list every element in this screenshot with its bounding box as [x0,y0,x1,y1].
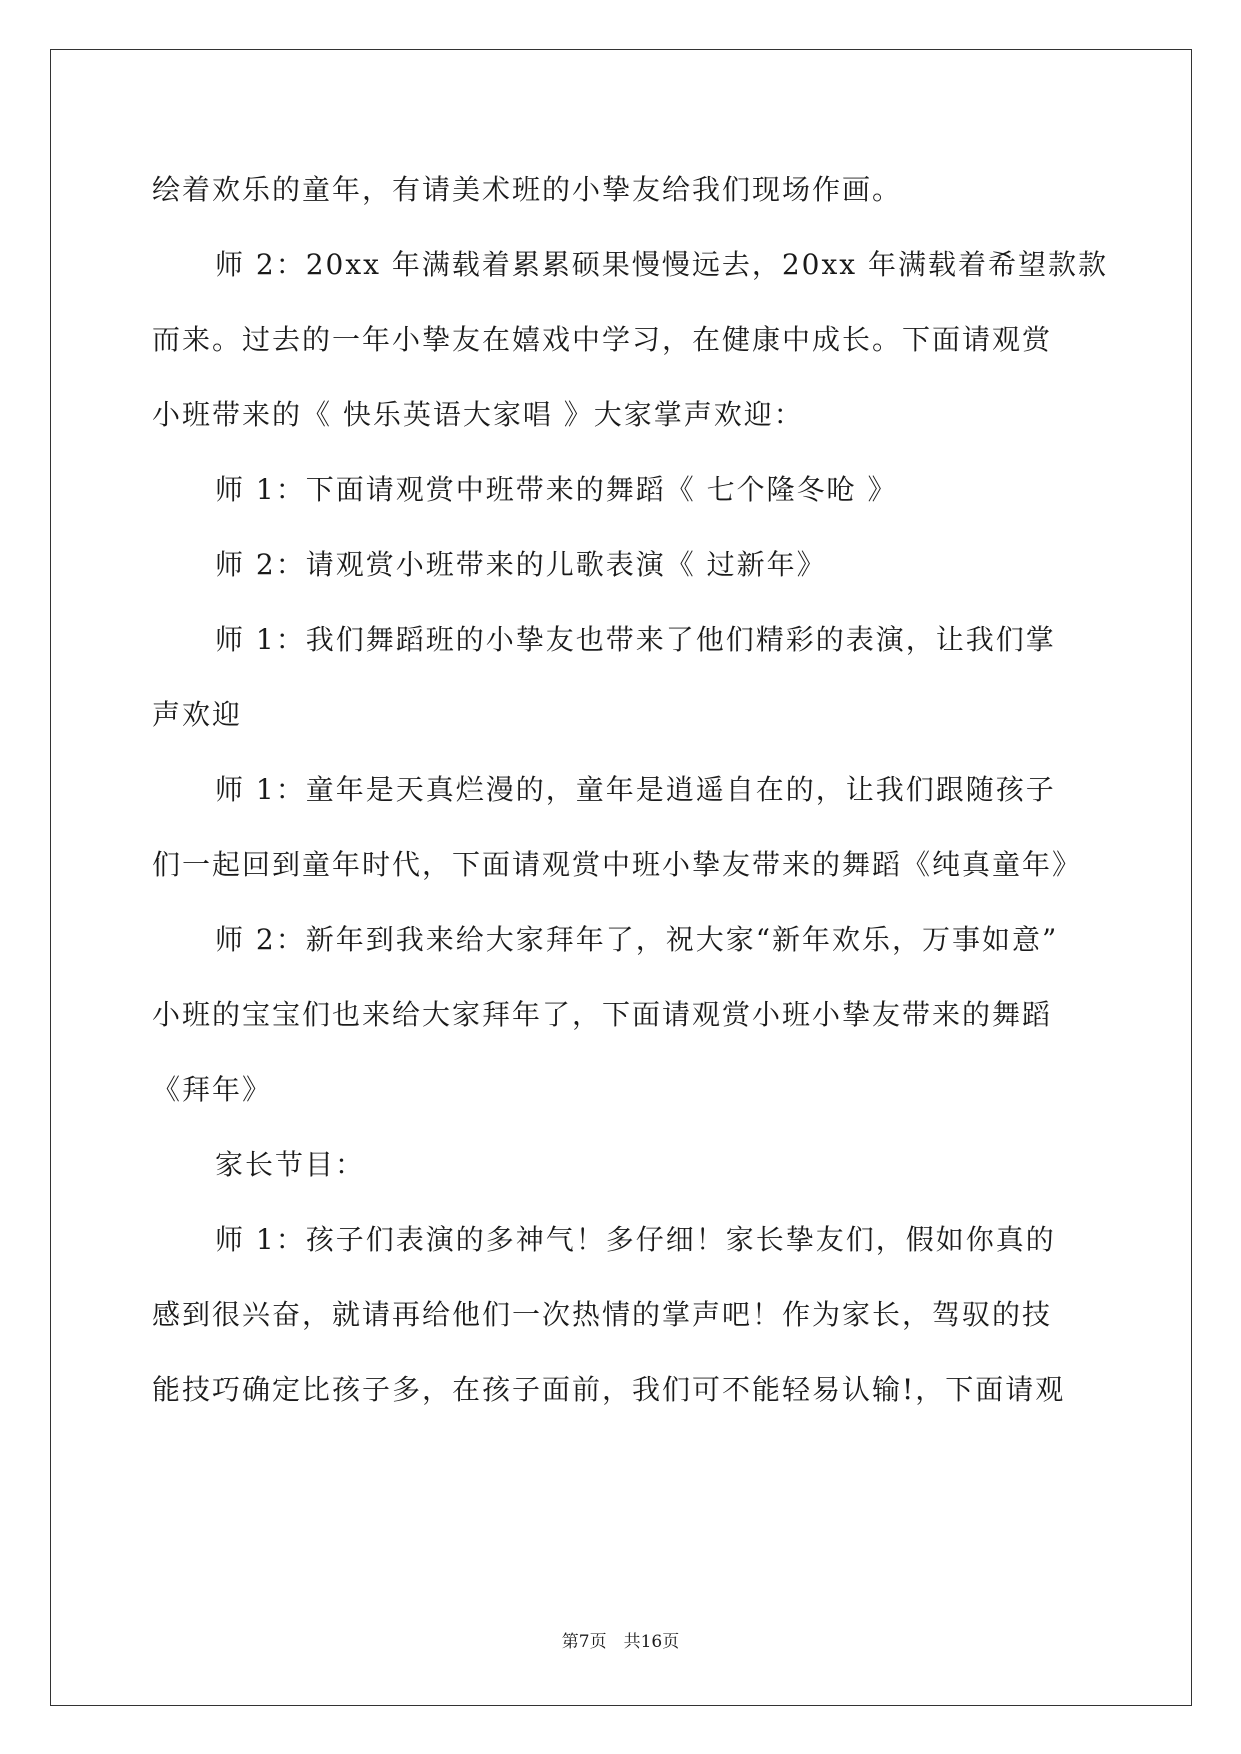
text-line: 师 1：我们舞蹈班的小挚友也带来了他们精彩的表演，让我们掌 [215,623,1056,656]
text-line: 们一起回到童年时代，下面请观赏中班小挚友带来的舞蹈《纯真童年》 [152,848,1083,881]
page-number-footer: 第7页 共16页 [561,1632,680,1652]
text-line: 师 2：20xx 年满载着累累硕果慢慢远去，20xx 年满载着希望款款 [215,248,1108,281]
text-line: 小班的宝宝们也来给大家拜年了，下面请观赏小班小挚友带来的舞蹈 [152,998,1053,1031]
text-line: 师 2：请观赏小班带来的儿歌表演《 过新年》 [215,548,827,581]
text-line: 绘着欢乐的童年，有请美术班的小挚友给我们现场作画。 [152,173,903,206]
text-line: 能技巧确定比孩子多，在孩子面前，我们可不能轻易认输!，下面请观 [152,1373,1066,1406]
text-line: 师 1：童年是天真烂漫的，童年是逍遥自在的，让我们跟随孩子 [215,773,1056,806]
text-line: 声欢迎 [152,698,243,731]
text-line: 而来。过去的一年小挚友在嬉戏中学习，在健康中成长。下面请观赏 [152,323,1053,356]
text-line: 感到很兴奋，就请再给他们一次热情的掌声吧！作为家长，驾驭的技 [152,1298,1053,1331]
text-line: 家长节目： [215,1148,366,1181]
text-line: 师 1：孩子们表演的多神气！多仔细！家长挚友们，假如你真的 [215,1223,1056,1256]
text-line: 《拜年》 [152,1073,273,1106]
text-line: 师 1：下面请观赏中班带来的舞蹈《 七个隆冬呛 》 [215,473,898,506]
text-line: 师 2：新年到我来给大家拜年了，祝大家“新年欢乐，万事如意” [215,923,1059,956]
text-line: 小班带来的《 快乐英语大家唱 》大家掌声欢迎： [152,398,804,431]
